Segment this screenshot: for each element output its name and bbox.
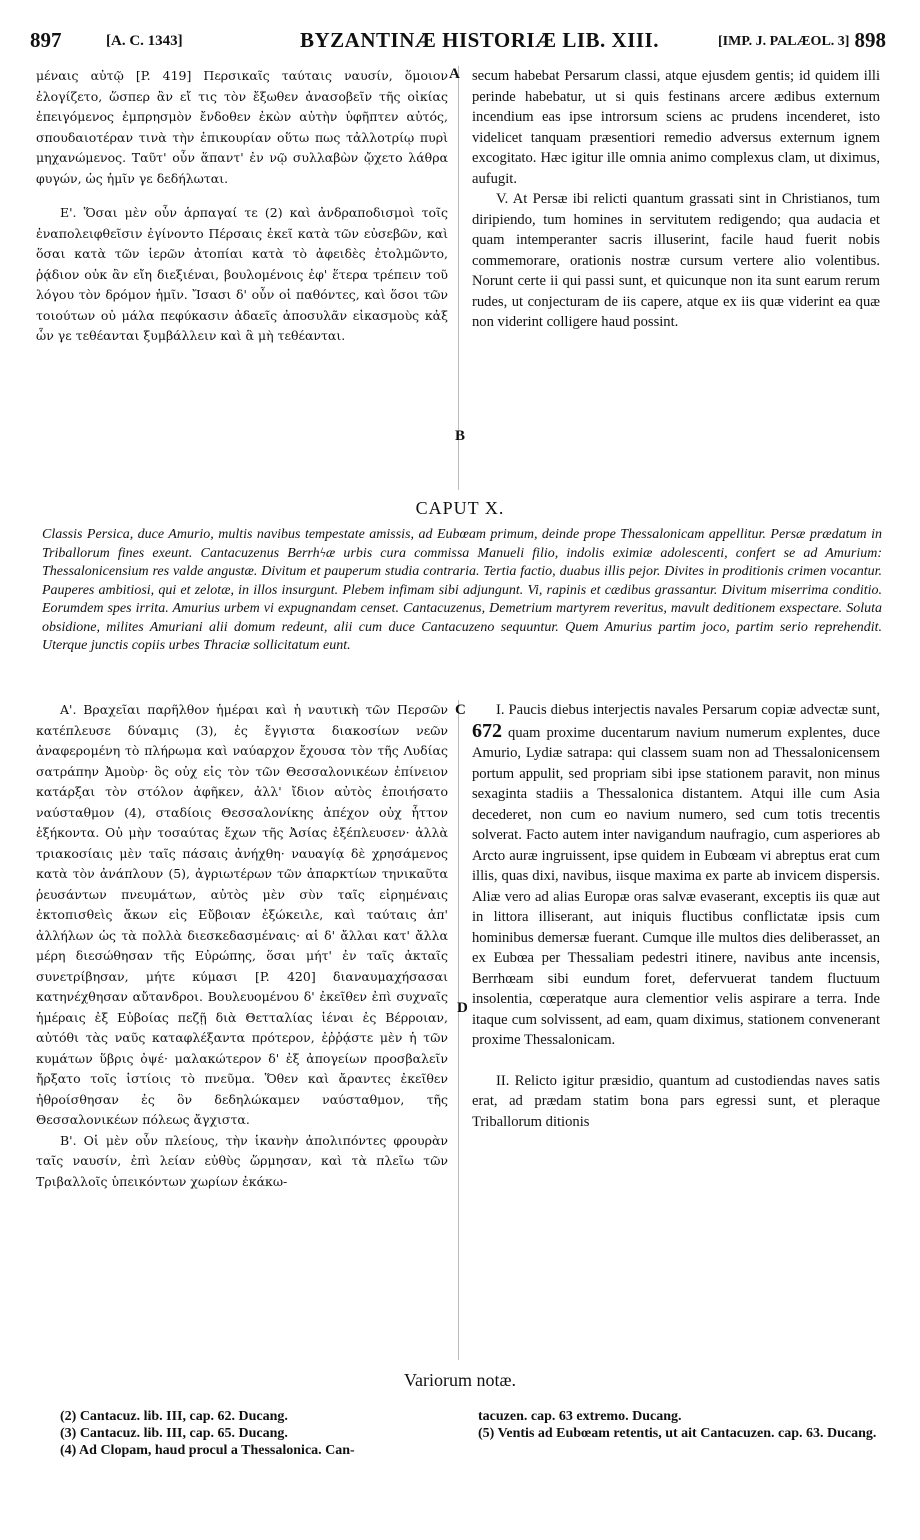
note-item: (2) Cantacuz. lib. III, cap. 62. Ducang. (60, 1409, 288, 1424)
year-marker: [A. C. 1343] (106, 33, 183, 49)
notes-heading: Variorum notæ. (404, 1370, 516, 1390)
note-item: (5) Ventis ad Eubœam retentis, ut ait Cantacuzen. cap. 63. Ducang. (478, 1426, 877, 1441)
emperor-marker: [IMP. J. PALÆOL. 3] (718, 34, 850, 49)
margin-letter-a: A (449, 66, 460, 82)
notes-left-column (60, 1408, 460, 1459)
chapter-heading: CAPUT X. (415, 498, 505, 518)
column-rule (458, 66, 459, 490)
note-item: tacuzen. cap. 63 extremo. Ducang. (478, 1409, 682, 1424)
margin-letter-b: B (455, 428, 466, 444)
latin-paragraph: II. Relicto igitur præsidio, quantum ad custodiendas naves satis erat, ad prædam statim bona pars egressi sunt, et pleraque Triballorum ditionis (472, 1072, 880, 1130)
notes-right-column (478, 1408, 882, 1442)
chapter-summary: Classis Persica, duce Amurio, multis navibus tempestate amissis, ad Eubœam primum, deinde prope Thessalonicam appellitur. Persæ prædatum in Triballorum fines exeunt. Cantacuzenus Berrhϟæ urbis cura commissa Manueli filio, indolis eximiæ adolescenti, confert se ad Amurium: Thessalonicensium res valde angustæ. Divitum et pauperum studia contraria. Tertia factio, duabus illis pejor. Divites in proditionis crimen vocantur. Pauperes ambitiosi, qui et zelotæ, in illos insurgunt. Plebem infimam sibi adjungunt. Vi, rapinis et cædibus grassantur. Divitum miserrima conditio. Eorumdem spes irrita. Amurius urbem vi expugnandam censet. Cantacuzenus, Demetrium martyrem reveritus, mavult deditionem exspectare. Soluta obsidione, milites Amuriani alii domum redeunt, alii cum duce Cantacuzeno sequuntur. Quem Amurius partim joco, partim serio reprehendit. Uterque junctis copiis urbes Thraciæ sollicitatum eunt. (42, 527, 882, 653)
note-item: (3) Cantacuz. lib. III, cap. 65. Ducang. (60, 1426, 288, 1441)
note-item: (4) Ad Clopam, haud procul a Thessalonica. Can- (60, 1443, 355, 1458)
page-number-right: 898 (854, 28, 886, 52)
column-rule (458, 700, 459, 1360)
latin-text: quam proxime ducentarum navium numerum explentes, duce Amurio, Lydiæ satrapa: qui classem suam non ad Thessalonicensem portum appulit, sed propriam sibi ipse stationem paravit, non minus sexaginta stadiis a Thessalonica distantem. Atqui ille cum Asia decederet, non cum eo navium numero, sed cum totis trecentis solverat. Facto autem inter navigandum naufragio, cum asperiores ab Arcto auræ ingruissent, ipse quidem in Eubœam vi abreptus erat cum illis, quas dixi, navibus, iisque maxima ex parte ab invicem dispersis. Aliæ vero ad alias Europæ oras salvæ evaserant, exceptis iis quæ aut in littora illiserant, aut iniquis fluctibus conflictatæ ipsis cum hominibus demersæ fuerant. Cumque ille multos dies deliberasset, an ex Eubœa per Thessaliam pedestri itinere, navibus ante incensis, Berrhœam sibi eundum foret, defervuerat tandem fluctuum insolentia, cœperatque aura clementior velis aspirare a terra. Inde itaque cum solvissent, ad eam, quam diximus, stationem convenerant proxime Thessalonicam. (472, 724, 880, 1048)
latin-paragraph (472, 700, 880, 1051)
latin-column-top (472, 66, 880, 333)
greek-paragraph: Α'. Βραχεῖαι παρῆλθον ἡμέραι καὶ ἡ ναυτικὴ τῶν Περσῶν κατέπλευσε δύναμις (3), ἐς ἔγγιστα διακοσίων νεῶν ἀναφερομένη τὸ πλήρωμα καὶ ναύαρχον ἔχουσα τὸν τῆς Λυδίας σατράπην Ἀμοὺρ· ὃς οὐχ εἰς τὸν τῶν Θεσσαλονικέων ἐπίνειον κατάρξαι τὸν στόλον ἀφῆκεν, ἀλλ' ἴδιον αὐτὸς ἐποιήσατο ναύσταθμον (4), σταδίοις Θεσσαλονίκης ἀπέχον οὐχ ἧττον ἑξήκοντα. Οὐ μὴν τοσαύτας ἔχων τῆς Ἀσίας ἐξέπλευσεν· ἀλλὰ τριακοσίαις μὲν ταῖς πάσαις ἀνήχθη· ναυαγίᾳ δὲ χρησάμενος κατὰ τὸν ἀνάπλουν (5), ἀγριωτέρων τῶν ἀπαρκτίων τηνικαῦτα ῥευσάντων πνευμάτων, αὐτὸς μὲν σὺν ταῖς εἰρημέναις ἐκτοπισθεὶς ἄκων εἰς Εὔβοιαν ἐξώκειλε, καὶ ταύταις ἀπ' ἀλλήλων ὡς τὰ πολλὰ διεσκεδασμέναις· αἱ δ' ἄλλαι κατ' ἄλλα μέρη διεσώθησαν τῆς Εὐρώπης, ὅσαι μήτ' ἐν ταῖς ἀκταῖς συνετρίβησαν, μήτε κύμασι [P. 420] διαναυμαχήσασαι κατηνέχθησαν αὔτανδροι. Βουλευομένου δ' ἐκεῖθεν ἐπὶ συχναῖς ἡμέραις ἐξ Εὐβοίας πεζῇ διὰ Θετταλίας ἰέναι ἐς Βέρροιαν, αὐτόθι τὰς ναῦς καταφλέξαντα πρότερον, ἐῤῥᾴστε μὲν ἡ τῶν κυμάτων ὕβρις ὀψέ· μαλακώτερον δ' ἐξ ἀπογείων προσβαλεῖν ἤρξατο τοῖς ἱστίοις τὸ πνεῦμα. Ὅθεν καὶ ἄραντες ἐκεῖθεν ἠθροίσθησαν ἐς ὃν δεδηλώκαμεν ναύσταθμον, τῆς Θεσσαλονικέων πόλεως ἄγχιστα. (36, 702, 448, 1127)
page-number-left: 897 (30, 28, 62, 52)
edition-page-number: 672 (472, 719, 502, 742)
greek-paragraph: Β'. Οἱ μὲν οὖν πλείους, τὴν ἱκανὴν ἀπολιπόντες φρουρὰν ταῖς ναυσίν, ἐπὶ λείαν εὐθὺς ὥρμησαν, καὶ τὰ πλεῖω τῶν Τριβαλλοῖς ὑπεικόντων χωρίων ἐκάκω- (36, 1132, 448, 1189)
latin-text: I. Paucis diebus interjectis navales Persarum copiæ advectæ sunt, (496, 702, 880, 718)
greek-paragraph: μέναις αὐτῷ [P. 419] Περσικαῖς ταύταις ναυσίν, ὅμοιον ἐλογίζετο, ὥσπερ ἂν εἴ τις τὸν ἔξωθεν ἀνασοβεῖν τῆς οἰκίας ἐπειγόμενος ἐμπρησμὸν ἔνδοθεν ἐκὼν αὐτὴν ὑφῆπτεν αὐτός, σπουδαιοτέραν τινὰ τὴν ἐπικουρίαν οὕτω πως τἀλλοτρίῳ πυρὶ μηχανώμενος. Ταῦτ' οὖν ἅπαντ' ἐν νῷ συλλαβὼν ᾤχετο λάθρα φυγών, ὡς ἡμῖν γε δεδήλωται. (36, 68, 448, 186)
greek-column-top (36, 66, 448, 347)
greek-paragraph: Ε'. Ὅσαι μὲν οὖν ἁρπαγαί τε (2) καὶ ἀνδραποδισμοὶ τοῖς ἐναπολειφθεῖσιν ἐγίνοντο Πέρσαις ἐκεῖ κατὰ τῶν εὐσεβῶν, καὶ ὅσαι κατὰ τῶν ἱερῶν ἀτοπίαι κατὰ τὸ ἀφειδὲς ἐτολμῶντο, ῥᾴδιον οὐκ ἂν εἴη διεξιέναι, βουλομένοις ἐφ' ἕτερα τρέπειν τοῦ λόγου τὸν δρόμον ἡμῖν. Ἴσασι δ' οὖν οἱ παθόντες, καὶ ὅσοι τῶν τοιούτων οὐ μάλα πεφύκασιν ἀδαεῖς ἀποσυλᾶν εἰκασμοὺς κἀξ ὧν γε τεθέανται ξυμβάλλειν καὶ ἃ μὴ τεθέανται. (36, 205, 448, 343)
margin-letter-d: D (457, 1000, 468, 1016)
running-title: BYZANTINÆ HISTORIÆ LIB. XIII. (300, 28, 659, 52)
latin-paragraph: secum habebat Persarum classi, atque ejusdem gentis; id quidem illi perinde habebatur, ut si quis festinans arcere ædibus externum incendium eas ipse introrsum sciens ac prudens incenderet, isto videlicet tanquam præsentiori remedio adversus externum ignem excogitato. Hæc igitur ille omnia animo complexus clam, ut diximus, aufugit. (472, 68, 880, 187)
greek-column-bottom (36, 700, 448, 1192)
margin-letter-c: C (455, 702, 466, 718)
running-header (30, 28, 886, 58)
latin-column-bottom (472, 700, 880, 1132)
latin-paragraph: V. At Persæ ibi relicti quantum grassati sint in Christianos, tum diripiendo, tum homines in servitutem redigendo; qua audacia et quam intemperanter sacris illuserint, facile haud fuerit nobis commemorare, orationis nostræ cursum vertere alio volentibus. Norunt certe ii qui passi sunt, et quicunque non ita sunt earum rerum rudes, ut conjecturam de iis capere, atque ex iis quæ viderint ea quæ non viderint colligere haud possint. (472, 191, 880, 330)
